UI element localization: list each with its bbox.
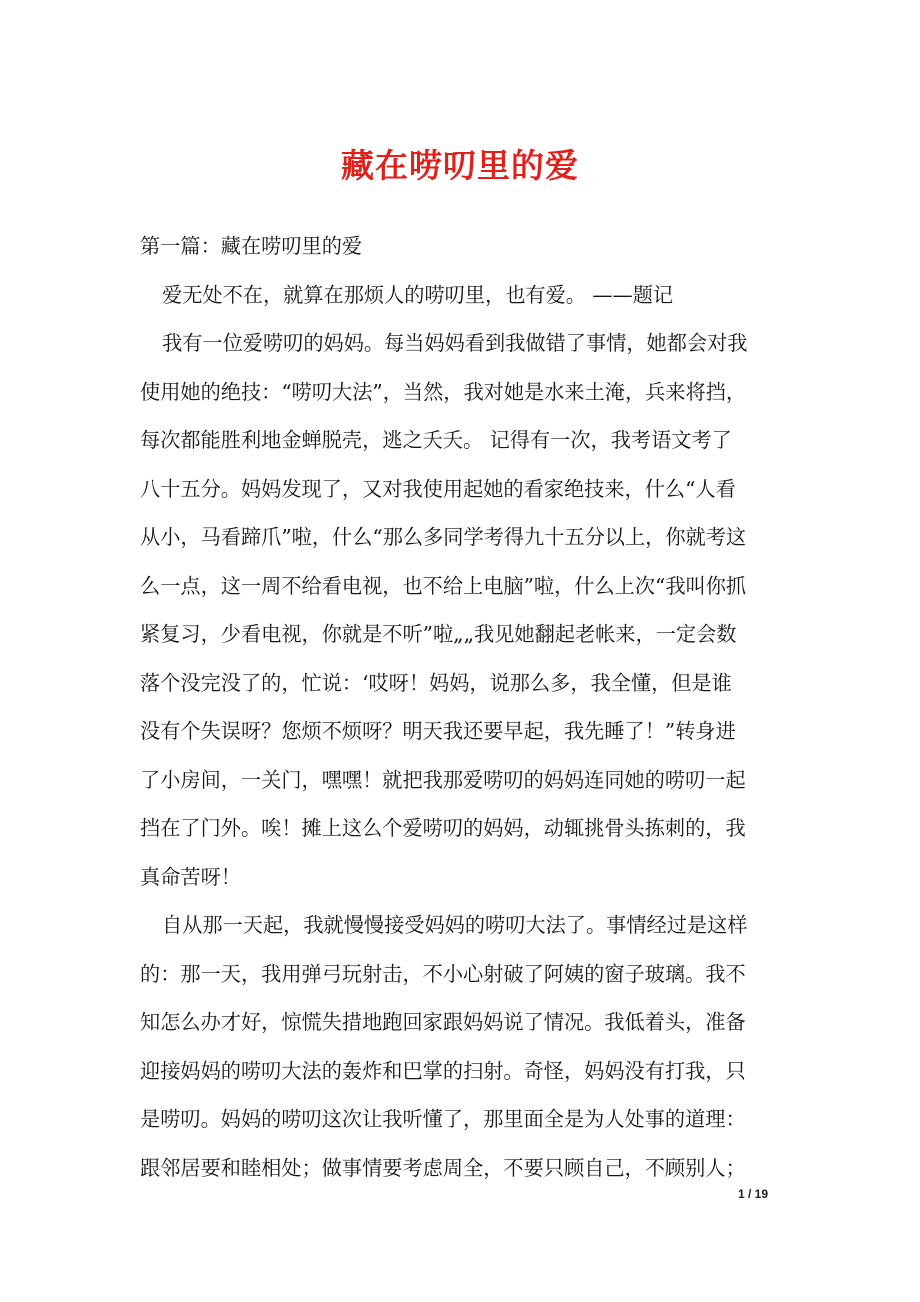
paragraph-line: 挡在了门外。唉！摊上这么个爱唠叨的妈妈，动辄挑骨头拣刺的，我	[140, 816, 746, 840]
epigraph-line: 爱无处不在，就算在那烦人的唠叨里，也有爱。 ——题记	[162, 282, 674, 307]
paragraph-line: 是唠叨。妈妈的唠叨这次让我听懂了，那里面全是为人处事的道理：	[140, 1107, 746, 1131]
paragraph-line: 的：那一天，我用弹弓玩射击，不小心射破了阿姨的窗子玻璃。我不	[140, 961, 746, 986]
document-body	[140, 222, 780, 1192]
paragraph-line: 迎接妈妈的唠叨大法的轰炸和巴掌的扫射。奇怪，妈妈没有打我，只	[140, 1058, 746, 1083]
paragraph-line: 没有个失误呀？您烦不烦呀？明天我还要早起，我先睡了！”转身进	[140, 719, 736, 743]
paragraph-line: 使用她的绝技：“唠叨大法”，当然，我对她是水来土淹，兵来将挡，	[140, 379, 747, 404]
paragraph-line: 么一点，这一周不给看电视，也不给上电脑”啦，什么上次“我叫你抓	[140, 573, 747, 598]
paragraph-line: 落个没完没了的，忙说：‘哎呀！妈妈，说那么多，我全懂，但是谁	[140, 670, 732, 695]
paragraph-line: 每次都能胜利地金蝉脱壳，逃之夭夭。 记得有一次，我考语文考了	[140, 428, 732, 452]
paragraph-line: 我有一位爱唠叨的妈妈。每当妈妈看到我做错了事情，她都会对我	[162, 331, 748, 355]
paragraph-line: 自从那一天起，我就慢慢接受妈妈的唠叨大法了。事情经过是这样	[162, 913, 748, 937]
paragraph-line: 紧复习，少看电视，你就是不听”啦„„我见她翻起老帐来，一定会数	[140, 622, 737, 646]
paragraph-line: 真命苦呀！	[140, 864, 241, 889]
section-heading: 第一篇：藏在唠叨里的爱	[140, 234, 363, 258]
document-title: 藏在唠叨里的爱	[341, 146, 579, 185]
paragraph-line: 从小，马看蹄爪”啦，什么“那么多同学考得九十五分以上，你就考这	[140, 525, 747, 549]
page-number: 1 / 19	[738, 1187, 769, 1201]
paragraph-line: 了小房间，一关门，嘿嘿！就把我那爱唠叨的妈妈连同她的唠叨一起	[140, 767, 746, 792]
paragraph-line: 八十五分。妈妈发现了，又对我使用起她的看家绝技来，什么“人看	[140, 476, 736, 501]
paragraph-line: 跟邻居要和睦相处；做事情要考虑周全，不要只顾自己，不顾别人；	[140, 1155, 746, 1180]
paragraph-line: 知怎么办才好，惊慌失措地跑回家跟妈妈说了情况。我低着头，准备	[140, 1010, 746, 1034]
